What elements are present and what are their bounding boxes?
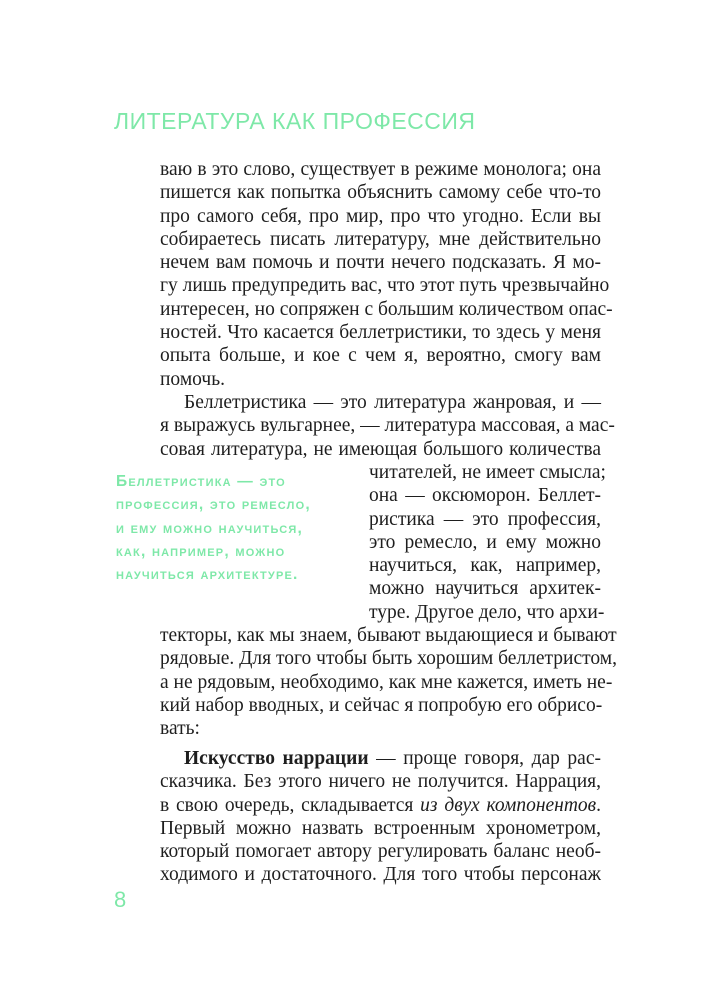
text-fragment: в свою очередь, складывается (160, 794, 421, 816)
text-line: помочь. (160, 368, 225, 390)
text-line: она — оксюморон. Беллет- (369, 485, 601, 507)
text-line: сказчика. Без этого ничего не получится. Наррация, (160, 771, 601, 793)
text-fragment: — проще говоря, дар рас- (368, 748, 601, 769)
text-line: можно научиться архитек- (369, 578, 601, 600)
pull-quote-line: как, например, можно (116, 542, 286, 560)
text-line: Первый можно назвать встроенным хронометром, (160, 817, 601, 839)
paragraph-2-top (160, 391, 615, 461)
paragraph-3 (160, 747, 601, 887)
text-line: читателей, не имеет смысла; (369, 462, 606, 483)
bold-term: Искусство наррации (184, 748, 369, 769)
text-line: нечем вам помочь и почти нечего подсказать. Я мо- (160, 252, 601, 274)
text-line: туре. Другое дело, что архи- (369, 601, 605, 623)
running-head: ЛИТЕРАТУРА КАК ПРОФЕССИЯ (114, 108, 476, 134)
text-line: ваю в это слово, существует в режиме монолога; она (160, 159, 601, 180)
text-line: пишется как попытка объяснить самому себе что-то (160, 182, 601, 204)
text-line: совая литература, не имеющая большого количества (160, 438, 601, 460)
text-line: который помогает автору регулировать баланс необ- (160, 841, 601, 863)
text-line: это ремесло, и ему можно (369, 531, 601, 553)
text-line: а не рядовым, необходимо, как мне кажется, иметь не- (160, 671, 613, 693)
pull-quote (116, 470, 311, 586)
pull-quote-line: и ему можно научиться, (116, 519, 304, 537)
text-line: кий набор вводных, и сейчас я попробую его обрисо- (160, 694, 603, 716)
pull-quote-line: научиться архитектуре. (116, 566, 299, 584)
text-line: Беллетристика — это литература жанровая, и — (184, 392, 601, 413)
text-line: я выражусь вульгарнее, — литература массовая, а мас- (160, 415, 615, 437)
text-line: научиться, как, например, (369, 555, 601, 577)
text-line: вать: (160, 718, 200, 740)
text-line: ностей. Что касается беллетристики, то здесь у меня (160, 322, 601, 344)
text-line: ходимого и достаточного. Для того чтобы персонаж (160, 864, 601, 886)
italic-phrase: из двух компонентов (420, 794, 597, 816)
text-line: рядовые. Для того чтобы быть хорошим беллетристом, (160, 648, 617, 670)
text-line: собираетесь писать литературу, мне действительно (160, 228, 601, 250)
paragraph-2-column (369, 461, 606, 624)
page-number: 8 (114, 887, 127, 912)
pull-quote-line: профессия, это ремесло, (116, 496, 311, 514)
text-line: интересен, но сопряжен с большим количеством опас- (160, 298, 613, 320)
text-line: опыта больше, и кое с чем я, вероятно, смогу вам (160, 345, 601, 367)
text-line (160, 747, 601, 770)
paragraph-2-bottom (160, 624, 617, 740)
text-line (160, 794, 601, 817)
text-line: ристика — это профессия, (369, 508, 601, 530)
text-line: про самого себя, про мир, про что угодно. Если вы (160, 205, 601, 227)
paragraph-1 (160, 158, 613, 391)
text-line: текторы, как мы знаем, бывают выдающиеся и бывают (160, 625, 617, 646)
text-line: гу лишь предупредить вас, что этот путь чрезвычайно (160, 275, 610, 297)
pull-quote-line: Беллетристика — это (116, 473, 286, 490)
text-fragment: . (596, 794, 602, 816)
